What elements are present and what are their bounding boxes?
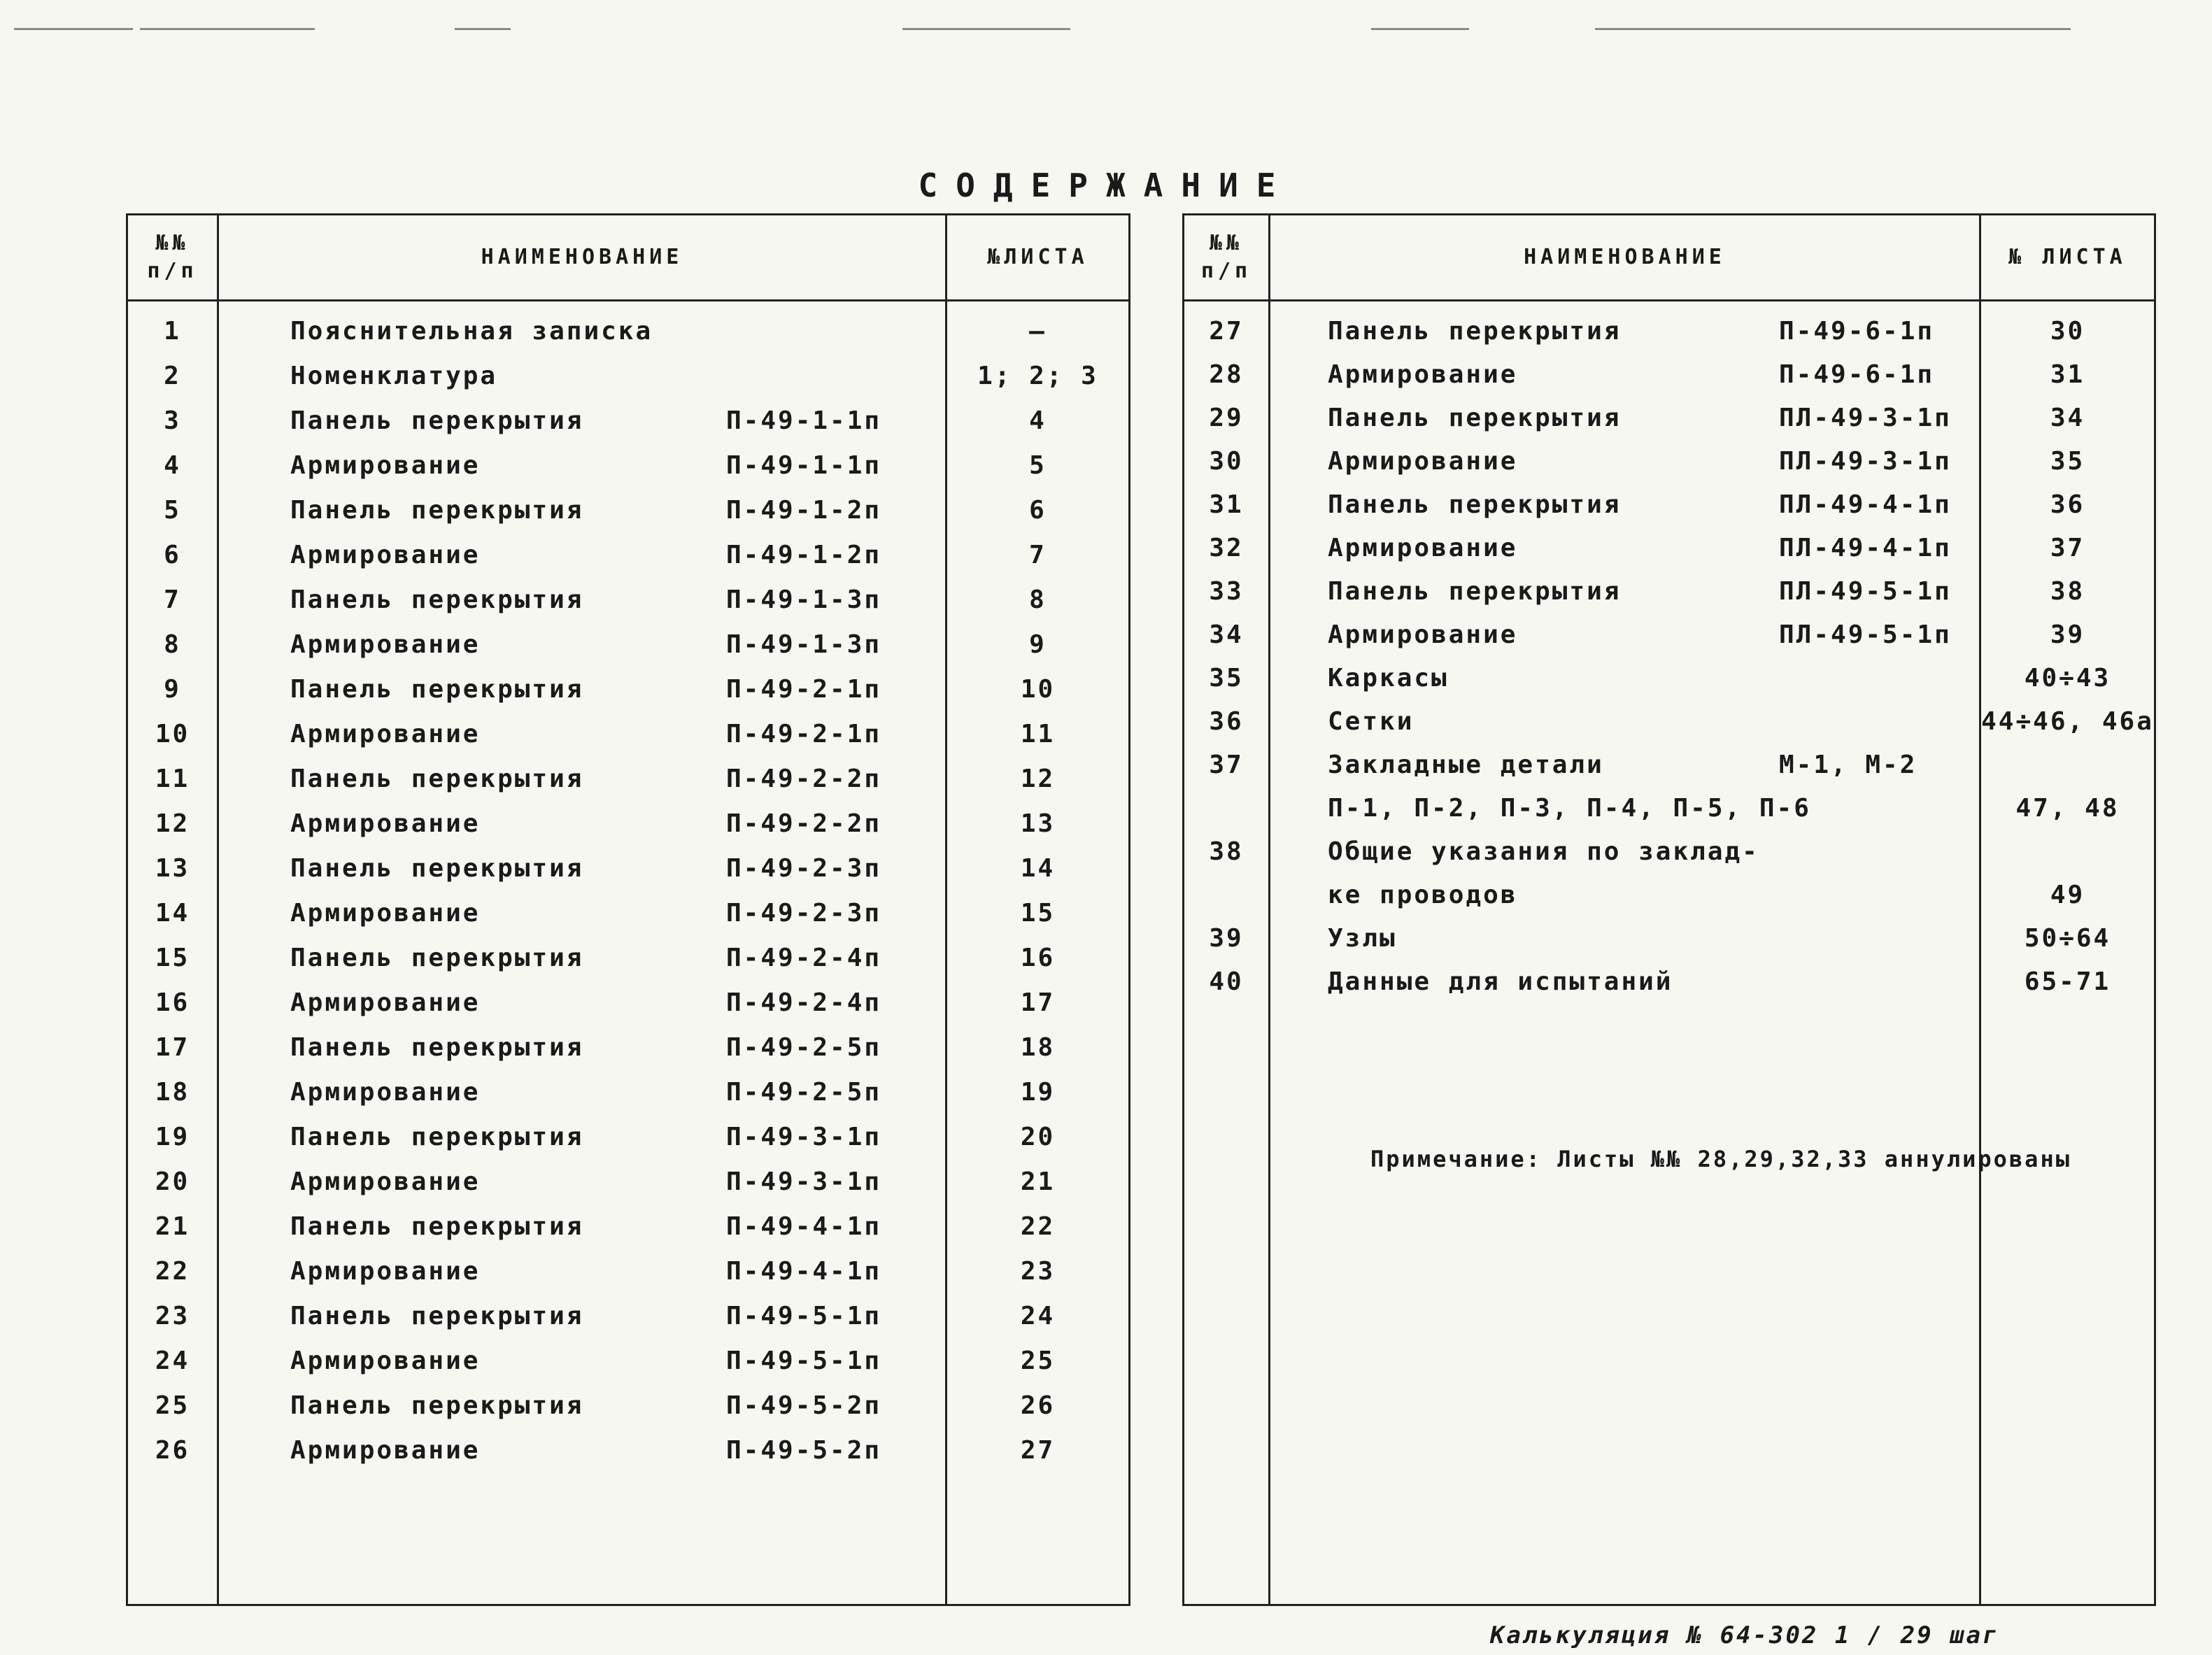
table-row bbox=[1184, 874, 2154, 917]
row-number: 7 bbox=[164, 585, 181, 614]
row-number: 33 bbox=[1209, 577, 1244, 606]
row-name: Армирование bbox=[290, 630, 481, 659]
row-name: Панель перекрытия bbox=[290, 854, 584, 883]
row-sheet: 27 bbox=[1020, 1436, 1056, 1465]
row-code: П-49-2-3п bbox=[726, 899, 882, 928]
row-name: Каркасы bbox=[1328, 664, 1449, 692]
row-name: Армирование bbox=[290, 1257, 481, 1286]
table-row bbox=[1184, 744, 2154, 787]
table-row bbox=[128, 355, 1128, 398]
row-name: Армирование bbox=[290, 451, 481, 480]
row-name: Панель перекрытия bbox=[290, 496, 584, 525]
row-sheet: 65-71 bbox=[2024, 967, 2111, 996]
contents-table-left bbox=[126, 213, 1130, 1606]
page-title: СОДЕРЖАНИЕ bbox=[918, 166, 1294, 204]
row-sheet: 20 bbox=[1020, 1123, 1056, 1151]
row-number: 3 bbox=[164, 406, 181, 435]
row-sheet: — bbox=[1029, 317, 1047, 346]
table-row bbox=[1184, 527, 2154, 570]
row-sheet: 47, 48 bbox=[2015, 794, 2120, 823]
row-code: П-49-2-2п bbox=[726, 809, 882, 838]
table-row bbox=[1184, 440, 2154, 483]
row-sheet: 10 bbox=[1020, 675, 1056, 704]
row-number: 26 bbox=[155, 1436, 190, 1465]
row-number: 37 bbox=[1209, 751, 1244, 779]
row-number: 1 bbox=[164, 317, 181, 346]
table-row bbox=[128, 758, 1128, 801]
table-row bbox=[128, 489, 1128, 532]
table-row bbox=[128, 1116, 1128, 1159]
row-number: 19 bbox=[155, 1123, 190, 1151]
row-code: ПЛ-49-3-1п bbox=[1779, 404, 1952, 432]
row-code: ПЛ-49-4-1п bbox=[1779, 490, 1952, 519]
table-row bbox=[1184, 353, 2154, 397]
row-name: Панель перекрытия bbox=[290, 585, 584, 614]
row-sheet: 18 bbox=[1020, 1033, 1056, 1062]
row-sheet: 25 bbox=[1020, 1347, 1056, 1375]
row-name: Армирование bbox=[290, 1347, 481, 1375]
table-row bbox=[128, 847, 1128, 890]
row-code: П-49-1-2п bbox=[726, 541, 882, 569]
row-code: П-49-2-4п bbox=[726, 944, 882, 972]
table-row bbox=[128, 310, 1128, 353]
table-row bbox=[128, 937, 1128, 980]
row-number: 10 bbox=[155, 720, 190, 748]
row-number: 24 bbox=[155, 1347, 190, 1375]
row-sheet: 15 bbox=[1020, 899, 1056, 928]
row-sheet: 9 bbox=[1029, 630, 1047, 659]
table-row bbox=[128, 1071, 1128, 1114]
row-sheet: 40÷43 bbox=[2024, 664, 2111, 692]
row-name: Панель перекрытия bbox=[1328, 404, 1622, 432]
top-rule bbox=[1595, 28, 2071, 30]
row-code: П-49-5-2п bbox=[726, 1391, 882, 1420]
row-number: 6 bbox=[164, 541, 181, 569]
table-row bbox=[1184, 570, 2154, 613]
table-row bbox=[128, 444, 1128, 488]
row-sheet: 44÷46, 46а bbox=[1981, 707, 2154, 736]
header-divider bbox=[1184, 299, 2154, 301]
row-number: 25 bbox=[155, 1391, 190, 1420]
row-number: 34 bbox=[1209, 620, 1244, 649]
row-name: Армирование bbox=[290, 809, 481, 838]
row-number: 38 bbox=[1209, 837, 1244, 866]
row-code: П-49-6-1п bbox=[1779, 317, 1935, 346]
row-name: Панель перекрытия bbox=[290, 1391, 584, 1420]
row-sheet: 1; 2; 3 bbox=[977, 362, 1098, 390]
row-number: 13 bbox=[155, 854, 190, 883]
table-row bbox=[128, 1160, 1128, 1204]
row-name: Панель перекрытия bbox=[290, 675, 584, 704]
row-sheet: 16 bbox=[1020, 944, 1056, 972]
row-sheet: 6 bbox=[1029, 496, 1047, 525]
row-name: Армирование bbox=[290, 1436, 481, 1465]
top-rule bbox=[1371, 28, 1469, 30]
row-code: П-49-2-5п bbox=[726, 1078, 882, 1107]
row-name: Армирование bbox=[1328, 620, 1518, 649]
row-number: 5 bbox=[164, 496, 181, 525]
table-row bbox=[128, 1429, 1128, 1472]
row-number: 32 bbox=[1209, 534, 1244, 562]
table-row bbox=[128, 1340, 1128, 1383]
row-code: П-49-5-2п bbox=[726, 1436, 882, 1465]
row-name: Армирование bbox=[290, 720, 481, 748]
row-sheet: 38 bbox=[2050, 577, 2085, 606]
row-number: 18 bbox=[155, 1078, 190, 1107]
row-name: ке проводов bbox=[1328, 881, 1518, 909]
row-code: ПЛ-49-4-1п bbox=[1779, 534, 1952, 562]
table-row bbox=[1184, 657, 2154, 700]
row-sheet: 19 bbox=[1020, 1078, 1056, 1107]
row-number: 23 bbox=[155, 1302, 190, 1330]
row-code: П-49-4-1п bbox=[726, 1257, 882, 1286]
row-number: 29 bbox=[1209, 404, 1244, 432]
table-row bbox=[128, 802, 1128, 846]
table-row bbox=[1184, 613, 2154, 657]
row-name: Армирование bbox=[1328, 534, 1518, 562]
row-code: П-49-2-3п bbox=[726, 854, 882, 883]
row-number: 21 bbox=[155, 1212, 190, 1241]
table-row bbox=[1184, 787, 2154, 830]
row-name: Панель перекрытия bbox=[290, 406, 584, 435]
row-sheet: 34 bbox=[2050, 404, 2085, 432]
row-sheet: 22 bbox=[1020, 1212, 1056, 1241]
row-name: Общие указания по заклад- bbox=[1328, 837, 1759, 866]
top-rule bbox=[902, 28, 1070, 30]
row-name: Панель перекрытия bbox=[290, 1302, 584, 1330]
row-code: П-49-1-1п bbox=[726, 406, 882, 435]
row-code: П-49-5-1п bbox=[726, 1302, 882, 1330]
header-name: НАИМЕНОВАНИЕ bbox=[1524, 245, 1726, 269]
row-code: П-49-3-1п bbox=[726, 1123, 882, 1151]
row-name: Панель перекрытия bbox=[290, 1212, 584, 1241]
row-number: 8 bbox=[164, 630, 181, 659]
row-number: 35 bbox=[1209, 664, 1244, 692]
top-rule bbox=[455, 28, 511, 30]
table-row bbox=[1184, 700, 2154, 744]
row-number: 36 bbox=[1209, 707, 1244, 736]
table-row bbox=[128, 892, 1128, 935]
row-code: ПЛ-49-5-1п bbox=[1779, 620, 1952, 649]
row-name: Панель перекрытия bbox=[1328, 317, 1622, 346]
row-number: 15 bbox=[155, 944, 190, 972]
row-sheet: 37 bbox=[2050, 534, 2085, 562]
row-number: 39 bbox=[1209, 924, 1244, 953]
row-sheet: 49 bbox=[2050, 881, 2085, 909]
row-code: ПЛ-49-5-1п bbox=[1779, 577, 1952, 606]
note: Примечание: Листы №№ 28,29,32,33 аннулированы bbox=[1370, 1146, 2071, 1172]
table-row bbox=[128, 1250, 1128, 1293]
row-name: Армирование bbox=[290, 1167, 481, 1196]
row-name: Армирование bbox=[290, 899, 481, 928]
row-number: 22 bbox=[155, 1257, 190, 1286]
row-name: Панель перекрытия bbox=[1328, 490, 1622, 519]
header-divider bbox=[128, 299, 1128, 301]
row-sheet: 8 bbox=[1029, 585, 1047, 614]
stamp: Калькуляция № 64-302 1 / 29 шаг bbox=[1490, 1621, 1999, 1649]
row-number: 17 bbox=[155, 1033, 190, 1062]
row-code: П-49-1-3п bbox=[726, 630, 882, 659]
row-number: 31 bbox=[1209, 490, 1244, 519]
row-number: 27 bbox=[1209, 317, 1244, 346]
row-code: П-49-1-1п bbox=[726, 451, 882, 480]
table-row bbox=[1184, 917, 2154, 960]
table-row bbox=[128, 399, 1128, 443]
table-row bbox=[128, 1026, 1128, 1070]
row-sheet: 7 bbox=[1029, 541, 1047, 569]
row-code: М-1, М-2 bbox=[1779, 751, 1917, 779]
row-sheet: 39 bbox=[2050, 620, 2085, 649]
table-row bbox=[1184, 483, 2154, 527]
row-code: П-49-2-1п bbox=[726, 675, 882, 704]
row-code: П-49-2-5п bbox=[726, 1033, 882, 1062]
row-code: П-49-3-1п bbox=[726, 1167, 882, 1196]
row-sheet: 17 bbox=[1020, 988, 1056, 1017]
row-name: Панель перекрытия bbox=[290, 1033, 584, 1062]
table-row bbox=[1184, 310, 2154, 353]
row-sheet: 12 bbox=[1020, 765, 1056, 793]
row-name: Панель перекрытия bbox=[290, 765, 584, 793]
row-code: П-49-1-3п bbox=[726, 585, 882, 614]
row-sheet: 36 bbox=[2050, 490, 2085, 519]
row-name: Сетки bbox=[1328, 707, 1415, 736]
top-rule bbox=[140, 28, 315, 30]
row-sheet: 4 bbox=[1029, 406, 1047, 435]
row-sheet: 24 bbox=[1020, 1302, 1056, 1330]
row-number: 12 bbox=[155, 809, 190, 838]
row-sheet: 35 bbox=[2050, 447, 2085, 476]
row-name: Пояснительная записка bbox=[290, 317, 653, 346]
row-number: 28 bbox=[1209, 360, 1244, 389]
top-rule bbox=[14, 28, 133, 30]
row-name: Данные для испытаний bbox=[1328, 967, 1673, 996]
table-row bbox=[128, 668, 1128, 711]
header-num: №№ п/п bbox=[147, 231, 198, 283]
row-sheet: 21 bbox=[1020, 1167, 1056, 1196]
row-sheet: 5 bbox=[1029, 451, 1047, 480]
row-code: ПЛ-49-3-1п bbox=[1779, 447, 1952, 476]
table-row bbox=[1184, 830, 2154, 874]
row-sheet: 14 bbox=[1020, 854, 1056, 883]
row-name: Армирование bbox=[290, 1078, 481, 1107]
row-number: 40 bbox=[1209, 967, 1244, 996]
row-number: 11 bbox=[155, 765, 190, 793]
table-row bbox=[128, 1205, 1128, 1249]
header-sheet: № ЛИСТА bbox=[2008, 245, 2127, 269]
row-sheet: 30 bbox=[2050, 317, 2085, 346]
row-number: 14 bbox=[155, 899, 190, 928]
table-row bbox=[128, 578, 1128, 622]
header-sheet: №ЛИСТА bbox=[987, 245, 1089, 269]
row-number: 9 bbox=[164, 675, 181, 704]
row-name: Номенклатура bbox=[290, 362, 498, 390]
row-name: Панель перекрытия bbox=[1328, 577, 1622, 606]
row-sheet: 13 bbox=[1020, 809, 1056, 838]
row-sheet: 26 bbox=[1020, 1391, 1056, 1420]
table-row bbox=[128, 534, 1128, 577]
table-row bbox=[128, 1295, 1128, 1338]
row-name: Панель перекрытия bbox=[290, 944, 584, 972]
row-sheet: 23 bbox=[1020, 1257, 1056, 1286]
row-number: 30 bbox=[1209, 447, 1244, 476]
row-code: П-49-2-1п bbox=[726, 720, 882, 748]
row-name: П-1, П-2, П-3, П-4, П-5, П-6 bbox=[1328, 794, 1811, 823]
row-name: Закладные детали bbox=[1328, 751, 1604, 779]
header-num: №№ п/п bbox=[1200, 231, 1252, 283]
contents-table-right bbox=[1182, 213, 2156, 1606]
row-name: Армирование bbox=[1328, 360, 1518, 389]
table-row bbox=[128, 981, 1128, 1025]
table-row bbox=[128, 713, 1128, 756]
row-sheet: 11 bbox=[1020, 720, 1056, 748]
table-row bbox=[128, 1384, 1128, 1428]
row-number: 4 bbox=[164, 451, 181, 480]
row-number: 2 bbox=[164, 362, 181, 390]
row-name: Узлы bbox=[1328, 924, 1397, 953]
row-code: П-49-6-1п bbox=[1779, 360, 1935, 389]
row-number: 20 bbox=[155, 1167, 190, 1196]
row-code: П-49-1-2п bbox=[726, 496, 882, 525]
row-name: Панель перекрытия bbox=[290, 1123, 584, 1151]
row-code: П-49-2-4п bbox=[726, 988, 882, 1017]
row-sheet: 31 bbox=[2050, 360, 2085, 389]
row-name: Армирование bbox=[290, 988, 481, 1017]
row-code: П-49-5-1п bbox=[726, 1347, 882, 1375]
row-code: П-49-2-2п bbox=[726, 765, 882, 793]
table-row bbox=[128, 623, 1128, 667]
table-row bbox=[1184, 397, 2154, 440]
table-row bbox=[1184, 960, 2154, 1004]
row-name: Армирование bbox=[290, 541, 481, 569]
row-code: П-49-4-1п bbox=[726, 1212, 882, 1241]
row-number: 16 bbox=[155, 988, 190, 1017]
row-name: Армирование bbox=[1328, 447, 1518, 476]
row-sheet: 50÷64 bbox=[2024, 924, 2111, 953]
header-name: НАИМЕНОВАНИЕ bbox=[481, 245, 683, 269]
